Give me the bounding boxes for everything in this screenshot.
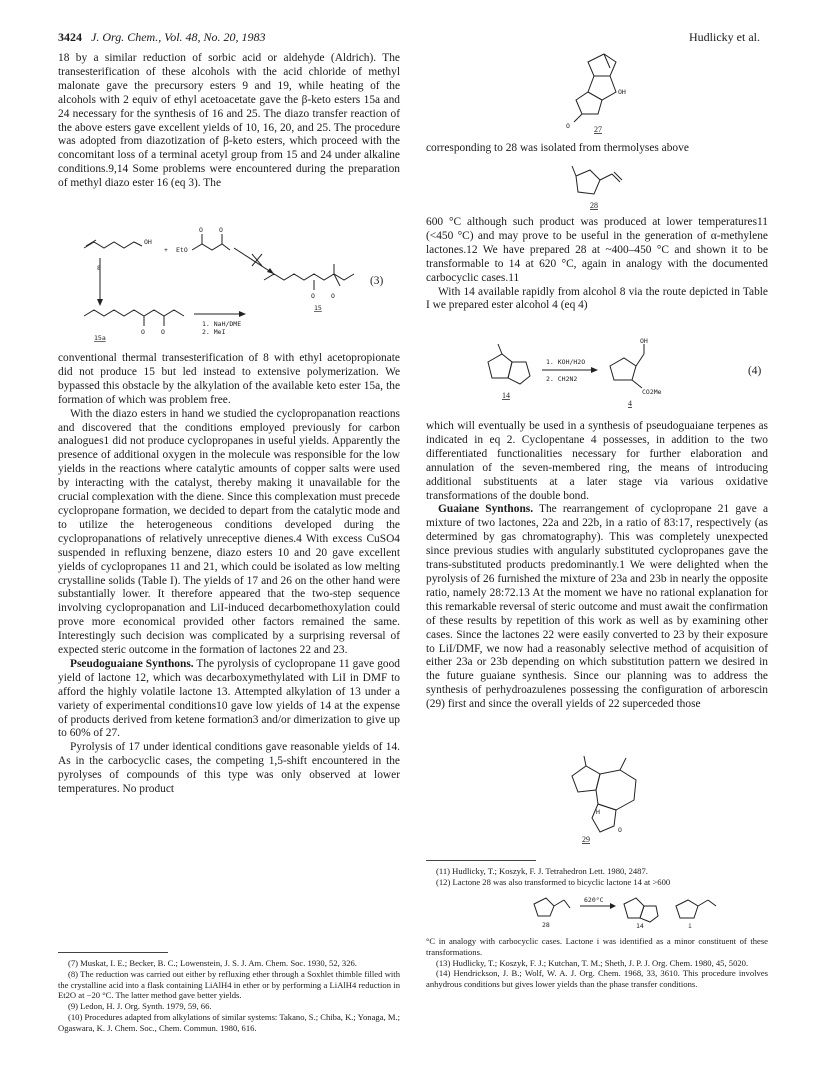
compound-8-label: 8: [97, 264, 101, 272]
authors-header: Hudlicky et al.: [689, 30, 760, 44]
section-heading-guaiane: Guaiane Synthons.: [438, 503, 534, 516]
footnote-14: (14) Hendrickson, J. B.; Wolf, W. A. J. Org. Chem. 1968, 33, 3610. This procedure involves anhydrous conditions but gives lower yields than the phase transfer conditions.: [426, 968, 768, 990]
compound-27-structure: [560, 48, 640, 134]
carbonyl-o: O: [219, 226, 223, 234]
footnote-9: (9) Ledon, H. J. Org. Synth. 1979, 59, 66.: [68, 1001, 212, 1012]
right-footnotes-bottom: [426, 936, 768, 990]
footnote-rule: [58, 952, 168, 953]
keto-ester-15: [264, 274, 354, 280]
right-paragraph: With 14 available rapidly from alcohol 8 via the route depicted in Table I we prepared ester alcohol 4 (eq 4): [426, 285, 768, 312]
temperature-label: 620°C: [584, 896, 604, 904]
footnote-11: (11) Hudlicky, T.; Koszyk, F. J. Tetrahedron Lett. 1980, 2487.: [436, 866, 648, 876]
carbonyl-o: O: [199, 226, 203, 234]
left-paragraph: The pyrolysis of cyclopropane 11 gave good yield of lactone 12, which was decarboxymethylated with LiI in DMF to afford the highly volatile lactone 13. Attempted alkylation of 13 under a variety of experimental conditions10 gave low yields of 14 at the expense of products derived from ketene formation3 and/or dimerization to give up to 60% of 27.: [58, 657, 400, 740]
compound-15a-label: 15a: [94, 334, 106, 342]
footnote-8: (8) The reduction was carried out either by refluxing ether through a Soxhlet thimble filled with the crystalline acid into a flask containing LiAlH4 in ether or by performing a LiAlH4 reduction in Et2O at −20 °C. The latter method gave better yields.: [58, 968, 400, 1001]
right-paragraph: The rearrangement of cyclopropane 21 gave a mixture of two lactones, 22a and 22b, in a ratio of 83:17, respectively (as determined by gas chromatography). This was completely unexpected since previous studies with angularly substituted cyclopropanes gave the trans-substituted products predominantly.1 We were delighted when the pyrolysis of 26 furnished the mixture of 23a and 23b in nearly the opposite ratio, namely 28:72.13 At the moment we have no rational explanation for this remarkable reversal of steric outcome and must await the confirmation of these results by repetition of this work as well as by examining other cases. Since the lactones 22 were easily converted to 23 by their exposure to LiI/DMF, we now had a reasonably selective method of acquisition of either 23a or 23b depending on which substitution pattern we desired in the future guaiane synthesis. Since our planning was to address the synthesis of perhydroazulenes possessing the configuration of arborescin (29) first and since the overall yields of 22 superceded those: [426, 503, 768, 711]
compound-15-label: 15: [314, 304, 322, 312]
acetoacetate-chain: [192, 244, 230, 250]
right-body-2: [426, 420, 768, 712]
oh-label: OH: [618, 88, 626, 96]
reagent-line-1: 1. NaH/DME: [202, 320, 242, 328]
carbonyl-o: O: [566, 122, 570, 130]
page-number: 3424: [58, 30, 82, 44]
keto-ester-15a: [84, 310, 184, 316]
right-paragraph: 600 °C although such product was produced at lower temperatures11 (<450 °C) and may prove to be useful in the generation of α-methylene lactones.12 We have prepared 28 at ~400–450 °C and shown it to be transformable to 14 at 620 °C, again in analogy with the documented carbocyclic cases.11: [426, 216, 768, 284]
h-label: H: [596, 808, 600, 816]
equation-3-scheme: [84, 228, 384, 343]
right-paragraph: which will eventually be used in a synthesis of pseudoguaiane terpenes as indicated in eq 2. Cyclopentane 4 possesses, in addition to the two differentiated functionalities necessary for further elaboration and annulation of the seven-membered ring, the means of introducing additional substituents at a later stage via various oxidative transformations of the double bond.: [426, 420, 768, 502]
right-paragraph: corresponding to 28 was isolated from thermolyses above: [426, 142, 689, 154]
footnote-12: (12) Lactone 28 was also transformed to bicyclic lactone 14 at >600: [436, 876, 671, 887]
oh-label: OH: [640, 337, 648, 345]
equation-4-scheme: [478, 337, 768, 418]
left-paragraph: 18 by a similar reduction of sorbic acid or aldehyde (Aldrich). The transesterification of these alcohols with the acid chloride of methyl malonate gave the precursory esters 9 and 19, while heating of the alcohols with 2 equiv of ethyl acetoacetate gave the β-keto esters 15a and 24 necessary for the synthesis of 16 and 25. The diazo transfer reaction of the above esters gave excellent yields of 10, 16, 20, and 25. The procedure was adopted from diazotization of β-keto esters, which proceed with the concomitant loss of a terminal acetyl group from 15 and 24 under alkaline conditions.9,14 Some problems were encountered during the preparation of methyl diazo ester 16 (eq 3). The: [58, 52, 400, 190]
reagent-line-2: 2. MeI: [202, 328, 226, 336]
carbonyl-o: O: [311, 292, 315, 300]
compound-4-label: 4: [628, 399, 632, 408]
compound-14-label: 14: [636, 922, 644, 930]
compound-28-label: 28: [542, 921, 550, 929]
equation-number: (4): [748, 365, 762, 377]
carbonyl-o: O: [161, 328, 165, 336]
carbonyl-o: O: [618, 826, 622, 834]
equation-number: (3): [370, 275, 384, 287]
reagent-line-2: 2. CH2N2: [546, 375, 578, 383]
carbonyl-o: O: [331, 292, 335, 300]
compound-28-label: 28: [590, 201, 598, 210]
compound-28-structure: [568, 162, 628, 212]
plus-sign: +: [164, 246, 168, 254]
left-body: [58, 352, 400, 797]
dienol-chain: [84, 242, 142, 248]
footnote-7: (7) Muskat, I. E.; Becker, B. C.; Lowenstein, J. S. J. Am. Chem. Soc. 1930, 52, 326.: [68, 958, 357, 968]
section-heading-pseudoguaiane: Pseudoguaiane Synthons.: [70, 657, 194, 670]
left-paragraph: conventional thermal transesterification of 8 with ethyl acetopropionate did not produce 15 but led instead to extensive polymerization. We bypassed this obstacle by the alkylation of the available keto ester 15a, the formation of which was problem free.: [58, 352, 400, 406]
footnote-10: (10) Procedures adapted from alkylations of similar systems: Takano, S.; Chiba, K.; Yonaga, M.; Ogaswara, K. J. Chem. Soc., Chem. Commun. 1980, 616.: [58, 1011, 400, 1033]
footnote-13: (13) Hudlicky, T.; Koszyk, F. J.; Kutchan, T. M.; Sheth, J. P. J. Org. Chem. 1980, 45, 5020.: [436, 957, 749, 968]
footnote-12-scheme: [530, 890, 720, 930]
left-paragraph: Pyrolysis of 17 under identical conditions gave reasonable yields of 14. As in the carbocyclic cases, the competing 1,5-shift encountered in the pyrolyses of compounds of this type was only observed at lower temperatures. No product: [58, 741, 400, 796]
oh-label: OH: [144, 238, 152, 246]
left-para-1: [58, 52, 400, 191]
right-body-1: [426, 216, 768, 313]
compound-i-label: i: [688, 922, 692, 930]
compound-29-label: 29: [582, 835, 590, 844]
left-footnotes: [58, 958, 400, 1034]
right-para-1: [426, 142, 768, 156]
reagent-line-1: 1. KOH/H2O: [546, 358, 586, 366]
reaction-arrow: [234, 248, 274, 274]
compound-29-structure: [550, 752, 670, 844]
eto-label: EtO: [176, 246, 188, 254]
right-footnotes-top: [426, 866, 768, 888]
footnote-12-cont: °C in analogy with carbocyclic cases. Lactone i was identified as a minor constituent of these transformations.: [426, 936, 768, 957]
co2me-label: CO2Me: [642, 388, 662, 396]
left-paragraph: With the diazo esters in hand we studied the cyclopropanation reactions and discovered that the conditions employed previously for carbon analogues1 did not produce cyclopropanes in useful yields. Apparently the presence of additional oxygen in the molecule was responsible for the low yields in the reactions where catalytic amounts of copper salts were used by interacting with the catalyst, thereby making it unavailable for the crucial complexation with the diene. Since this complexation must precede cyclopropane formation, we decided to depart from the catalytic mode and to utilize the heterogeneous conditions developed during the cyclopropanations of relatively unreceptive dienes.4 With excess CuSO4 suspended in refluxing benzene, diazo esters 10 and 20 gave excellent yields of cyclopropanes 11 and 21, which could be isolated as low melting crystalline solids (Table I). The yields of 17 and 26 on the other hand were substantially lower. It therefore appeared that the two-step sequence involving cyclopropanation and LiI-induced decarbomethoxylation could prove more economical provided other factors remained the same. Interestingly such decision was complicated by a surprising reversal of expected steric outcome in the formation of lactones 22 and 23.: [58, 407, 400, 657]
compound-27-label: 27: [594, 125, 602, 134]
carbonyl-o: O: [141, 328, 145, 336]
compound-14-label: 14: [502, 391, 510, 400]
footnote-rule: [426, 860, 536, 861]
journal-citation: J. Org. Chem., Vol. 48, No. 20, 1983: [91, 30, 266, 44]
running-header: [58, 30, 266, 45]
